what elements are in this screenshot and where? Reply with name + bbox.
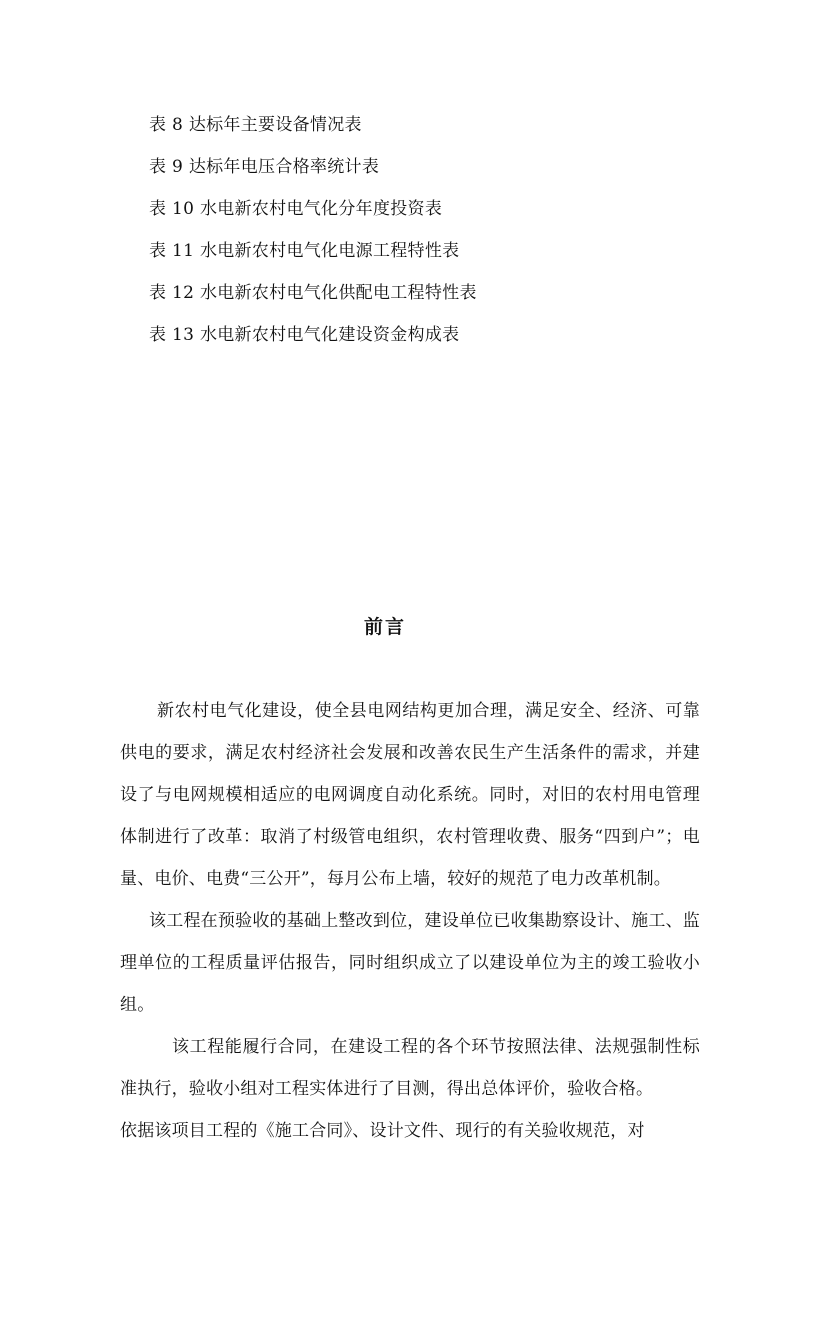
section-title: 前言 <box>363 616 406 638</box>
table-list-item: 表 8 达标年主要设备情况表 <box>149 115 362 135</box>
table-list-item: 表 12 水电新农村电气化供配电工程特性表 <box>149 283 477 303</box>
table-list-item: 表 11 水电新农村电气化电源工程特性表 <box>149 241 460 261</box>
table-list-item: 表 9 达标年电压合格率统计表 <box>149 157 380 177</box>
section-body <box>120 690 700 1152</box>
paragraph: 该工程在预验收的基础上整改到位，建设单位已收集勘察设计、施工、监理单位的工程质量评估报告，同时组织成立了以建设单位为主的竣工验收小组。 <box>120 911 700 1015</box>
table-list-item: 表 13 水电新农村电气化建设资金构成表 <box>149 325 460 345</box>
table-list <box>149 104 477 356</box>
table-list-item: 表 10 水电新农村电气化分年度投资表 <box>149 199 443 219</box>
paragraph: 新农村电气化建设，使全县电网结构更加合理，满足安全、经济、可靠供电的要求，满足农村经济社会发展和改善农民生产生活条件的需求，并建设了与电网规模相适应的电网调度自动化系统。同时，对旧的农村用电管理体制进行了改革：取消了村级管电组织，农村管理收费、服务“四到户”；电量、电价、电费“三公开”，每月公布上墙，较好的规范了电力改革机制。 <box>120 701 700 889</box>
paragraph: 该工程能履行合同，在建设工程的各个环节按照法律、法规强制性标准执行，验收小组对工程实体进行了目测，得出总体评价，验收合格。 <box>120 1037 700 1099</box>
paragraph: 依据该项目工程的《施工合同》、设计文件、现行的有关验收规范，对 <box>120 1121 645 1141</box>
